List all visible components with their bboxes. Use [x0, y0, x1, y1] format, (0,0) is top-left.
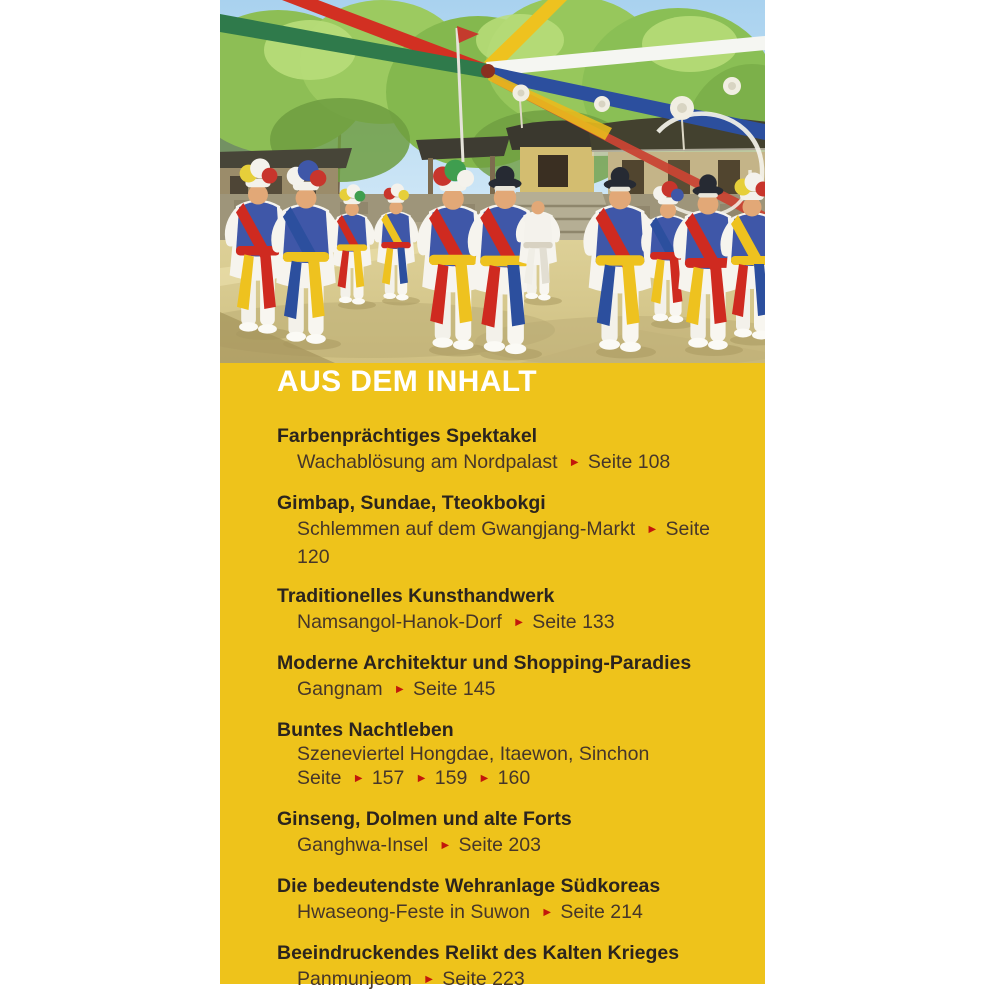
entry-sub-text: Panmunjeom — [297, 968, 412, 990]
entry-subline — [277, 832, 747, 860]
page-arrow-icon: ► — [415, 771, 428, 785]
toc-entry-relikt — [277, 940, 747, 994]
entry-title: Farbenprächtiges Spektakel — [277, 425, 538, 447]
page-arrow-icon: ► — [422, 972, 436, 986]
entry-subline — [277, 966, 747, 994]
entry-sub-text: Wachablösung am Nordpalast — [297, 451, 558, 473]
toc-entry-ginseng — [277, 806, 747, 860]
cover-photo-korean-dancers — [220, 0, 765, 363]
entry-title: Moderne Architektur und Shopping-Paradies — [277, 652, 692, 674]
entry-sub-text: Gangnam — [297, 678, 383, 700]
page-ref: 157 — [371, 767, 405, 789]
entry-subline — [277, 449, 747, 477]
contents-heading: AUS DEM INHALT — [277, 365, 538, 398]
entry-subline — [277, 609, 747, 637]
page-ref: Seite 145 — [413, 678, 496, 700]
entry-subline — [277, 516, 747, 570]
toc-entry-nachtleben — [277, 717, 747, 793]
page-ref: Seite 203 — [458, 834, 541, 856]
pages-prefix: Seite — [297, 767, 342, 789]
page-arrow-icon: ► — [352, 771, 365, 785]
entry-sub-text: Hwaseong-Feste in Suwon — [297, 901, 531, 923]
entry-sub-text: Namsangol-Hanok-Dorf — [297, 611, 502, 633]
entry-pages-line — [277, 765, 747, 793]
entry-title: Traditionelles Kunsthandwerk — [277, 585, 555, 607]
toc-entry-architektur — [277, 650, 747, 704]
toc-entry-kunsthandwerk — [277, 583, 747, 637]
contents-panel — [220, 363, 765, 990]
entry-sub-text: Ganghwa-Insel — [297, 834, 429, 856]
entry-subline: Szeneviertel Hongdae, Itaewon, Sinchon — [297, 743, 650, 765]
entry-title: Die bedeutendste Wehranlage Südkoreas — [277, 875, 661, 897]
page-arrow-icon: ► — [439, 838, 452, 852]
page-arrow-icon: ► — [541, 905, 554, 919]
page-ref: 159 — [434, 767, 468, 789]
page-arrow-icon: ► — [512, 615, 526, 629]
page-arrow-icon: ► — [646, 522, 659, 536]
page-ref: Seite 108 — [587, 451, 671, 473]
entry-title: Buntes Nachtleben — [277, 719, 454, 741]
page-ref: 160 — [497, 767, 531, 789]
page-ref: Seite 120 — [297, 518, 710, 568]
book-page — [220, 0, 765, 990]
entry-title: Gimbap, Sundae, Tteokbokgi — [277, 492, 546, 514]
entry-subline — [277, 676, 747, 704]
page-ref: Seite 223 — [442, 968, 525, 990]
page-arrow-icon: ► — [478, 771, 491, 785]
entry-sub-text: Schlemmen auf dem Gwangjang-Markt — [297, 518, 636, 540]
entry-title: Ginseng, Dolmen und alte Forts — [277, 808, 572, 830]
photo-illustration — [220, 0, 765, 363]
page-ref: Seite 133 — [532, 611, 615, 633]
entry-title: Beeindruckendes Relikt des Kalten Krieges — [277, 942, 680, 964]
page-ref: Seite 214 — [560, 901, 643, 923]
toc-entry-spektakel — [277, 423, 747, 477]
toc-entry-gimbap — [277, 490, 747, 570]
page-arrow-icon: ► — [393, 682, 407, 696]
page-arrow-icon: ► — [568, 455, 581, 469]
toc-entry-wehranlage — [277, 873, 747, 927]
entry-subline — [277, 899, 747, 927]
